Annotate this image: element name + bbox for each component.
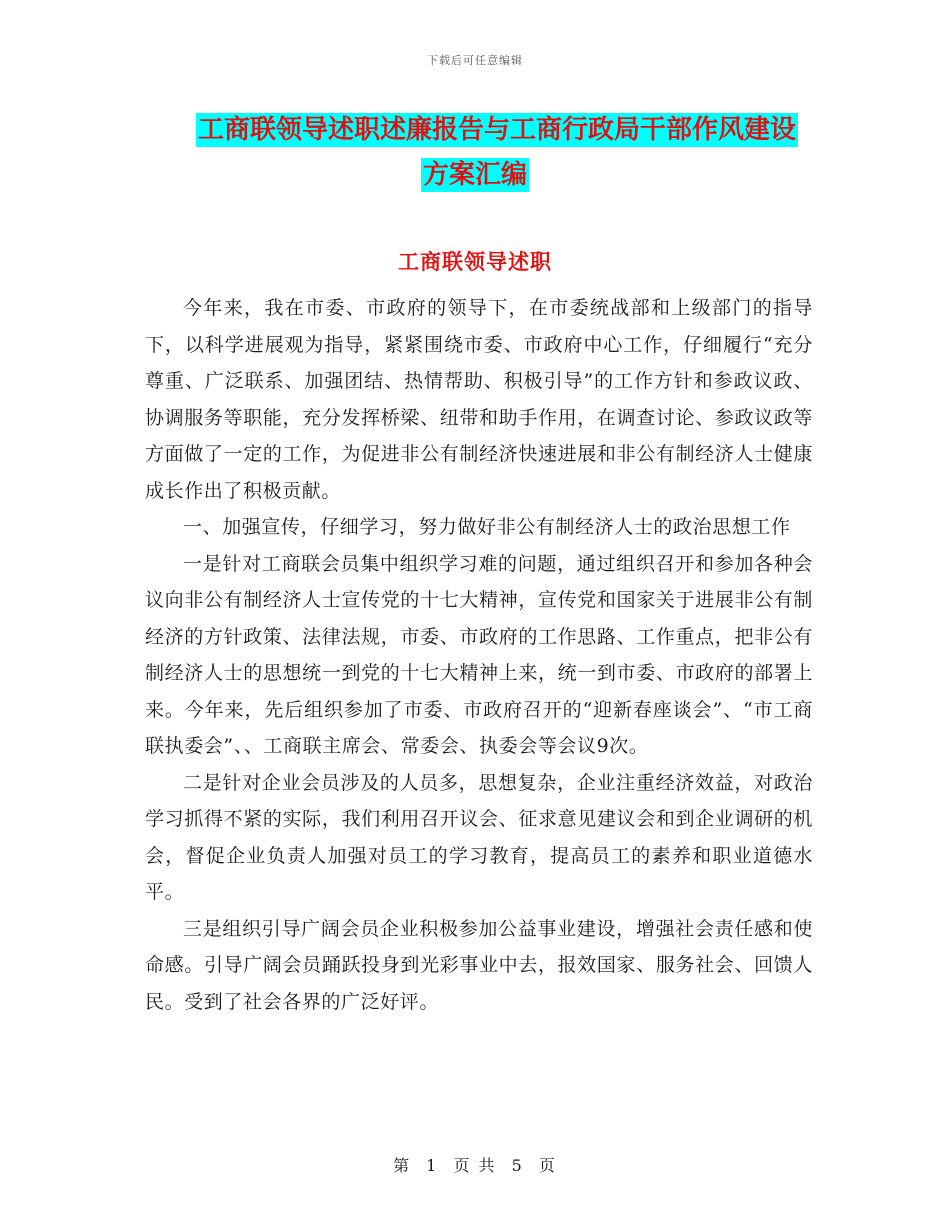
paragraph-point-two: 二是针对企业会员涉及的人员多，思想复杂，企业注重经济效益，对政治学习抓得不紧的实际，我们利用召开议会、征求意见建议会和到企业调研的机会，督促企业负责人加强对员工的学习教育，提高员工的素养和职业道德水平。 <box>145 771 813 903</box>
document-title-line-2 <box>0 155 950 195</box>
footer-current-page: 1 <box>426 1156 439 1175</box>
footer-prefix: 第 <box>393 1156 412 1175</box>
document-title-line-1 <box>196 110 802 150</box>
footer-total-pages: 5 <box>511 1156 524 1175</box>
section-title: 工商联领导述职 <box>398 249 552 274</box>
footer-suffix: 页 <box>538 1156 557 1175</box>
paragraph-point-one: 一是针对工商联会员集中组织学习难的问题，通过组织召开和参加各种会议向非公有制经济人士宣传党的十七大精神，宣传党和国家关于进展非公有制经济的方针政策、法律法规，市委、市政府的工作思路、工作重点，把非公有制经济人士的思想统一到党的十七大精神上来，统一到市委、市政府的部署上来。今年来，先后组织参加了市委、市政府召开的“迎新春座谈会”、“市工商联执委会”、、工商联主席会、常委会、执委会等会议9次。 <box>145 552 813 757</box>
body-text <box>145 290 813 1020</box>
document-title-text-2: 方案汇编 <box>422 160 527 190</box>
page-footer <box>0 1153 950 1176</box>
paragraph-point-three: 三是组织引导广阔会员企业积极参加公益事业建设，增强社会责任感和使命感。引导广阔会员踊跃投身到光彩事业中去，报效国家、服务社会、回馈人民。受到了社会各界的广泛好评。 <box>145 917 813 1013</box>
paragraph-intro: 今年来，我在市委、市政府的领导下，在市委统战部和上级部门的指导下，以科学进展观为指导，紧紧围绕市委、市政府中心工作，仔细履行“充分尊重、广泛联系、加强团结、热情帮助、积极引导”的工作方针和参政议政、协调服务等职能，充分发挥桥梁、纽带和助手作用，在调查讨论、参政议政等方面做了一定的工作，为促进非公有制经济快速进展和非公有制经济人士健康成长作出了积极贡献。 <box>145 297 813 502</box>
header-note: 下载后可任意编辑 <box>427 54 523 67</box>
paragraph-heading-one: 一、加强宣传，仔细学习，努力做好非公有制经济人士的政治思想工作 <box>183 516 791 538</box>
footer-middle: 页 共 <box>453 1156 497 1175</box>
document-title-text-1: 工商联领导述职述廉报告与工商行政局干部作风建设 <box>198 115 797 145</box>
